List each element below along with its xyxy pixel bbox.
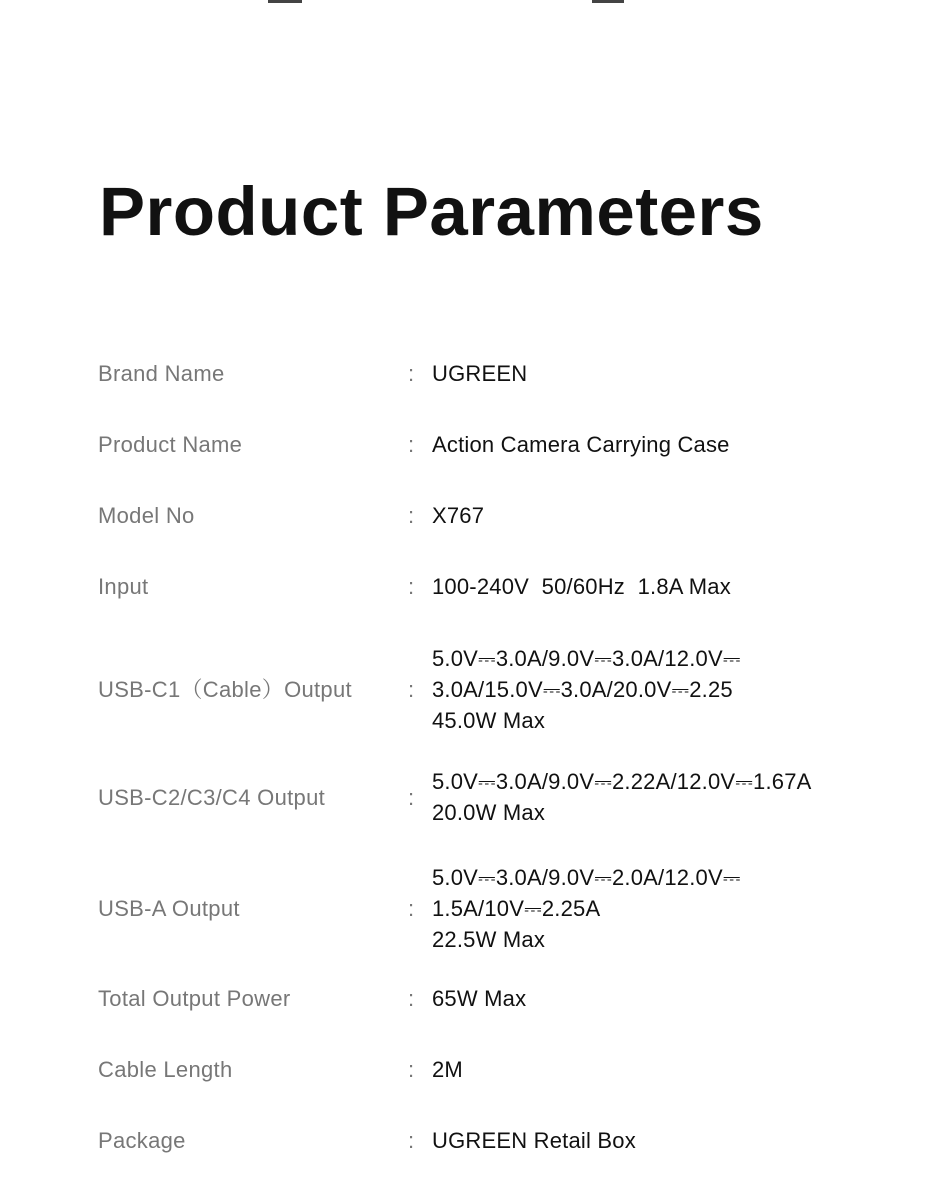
param-separator: : [408, 1057, 415, 1082]
param-value: 5.0V⎓3.0A/9.0V⎓2.0A/12.0V⎓ 1.5A/10V⎓2.25A 22.5W Max [432, 865, 741, 952]
param-row-product-name [98, 429, 898, 460]
param-separator: : [408, 896, 415, 921]
param-row-model-no [98, 500, 898, 531]
param-row-usb-a-output [98, 862, 898, 955]
top-divider-mark-right [592, 0, 624, 3]
param-value: 5.0V⎓3.0A/9.0V⎓3.0A/12.0V⎓ 3.0A/15.0V⎓3.0A/20.0V⎓2.25 45.0W Max [432, 646, 741, 733]
top-divider-mark-left [268, 0, 302, 3]
param-row-cable-length [98, 1054, 898, 1085]
param-label: Package [98, 1128, 186, 1153]
param-value: Action Camera Carrying Case [432, 432, 730, 457]
param-value: UGREEN Retail Box [432, 1128, 636, 1153]
param-label: Brand Name [98, 361, 225, 386]
param-label: Input [98, 574, 149, 599]
param-row-input [98, 571, 898, 602]
param-label: Product Name [98, 432, 243, 457]
param-value: 65W Max [432, 986, 527, 1011]
param-label: Total Output Power [98, 986, 291, 1011]
param-separator: : [408, 677, 415, 702]
param-label: USB-C2/C3/C4 Output [98, 784, 326, 810]
param-value: 100-240V 50/60Hz 1.8A Max [432, 574, 731, 599]
param-row-package [98, 1125, 898, 1156]
param-value: 2M [432, 1057, 463, 1082]
param-label: Model No [98, 503, 195, 528]
param-label: Cable Length [98, 1057, 233, 1082]
param-row-usb-c1-output [98, 643, 898, 736]
param-row-brand-name [98, 358, 898, 389]
page-title: Product Parameters [99, 173, 764, 250]
param-separator: : [408, 503, 415, 528]
param-value: 5.0V⎓3.0A/9.0V⎓2.22A/12.0V⎓1.67A 20.0W Max [432, 769, 812, 825]
param-row-usb-c2-c3-c4-output [98, 766, 898, 828]
param-separator: : [408, 784, 415, 810]
param-row-total-output-power [98, 983, 898, 1014]
param-value: X767 [432, 503, 485, 528]
param-separator: : [408, 574, 415, 599]
param-separator: : [408, 1128, 415, 1153]
param-value: UGREEN [432, 361, 528, 386]
param-label: USB-C1（Cable）Output [98, 677, 352, 702]
param-label: USB-A Output [98, 896, 240, 921]
param-separator: : [408, 361, 415, 386]
param-separator: : [408, 432, 415, 457]
param-separator: : [408, 986, 415, 1011]
